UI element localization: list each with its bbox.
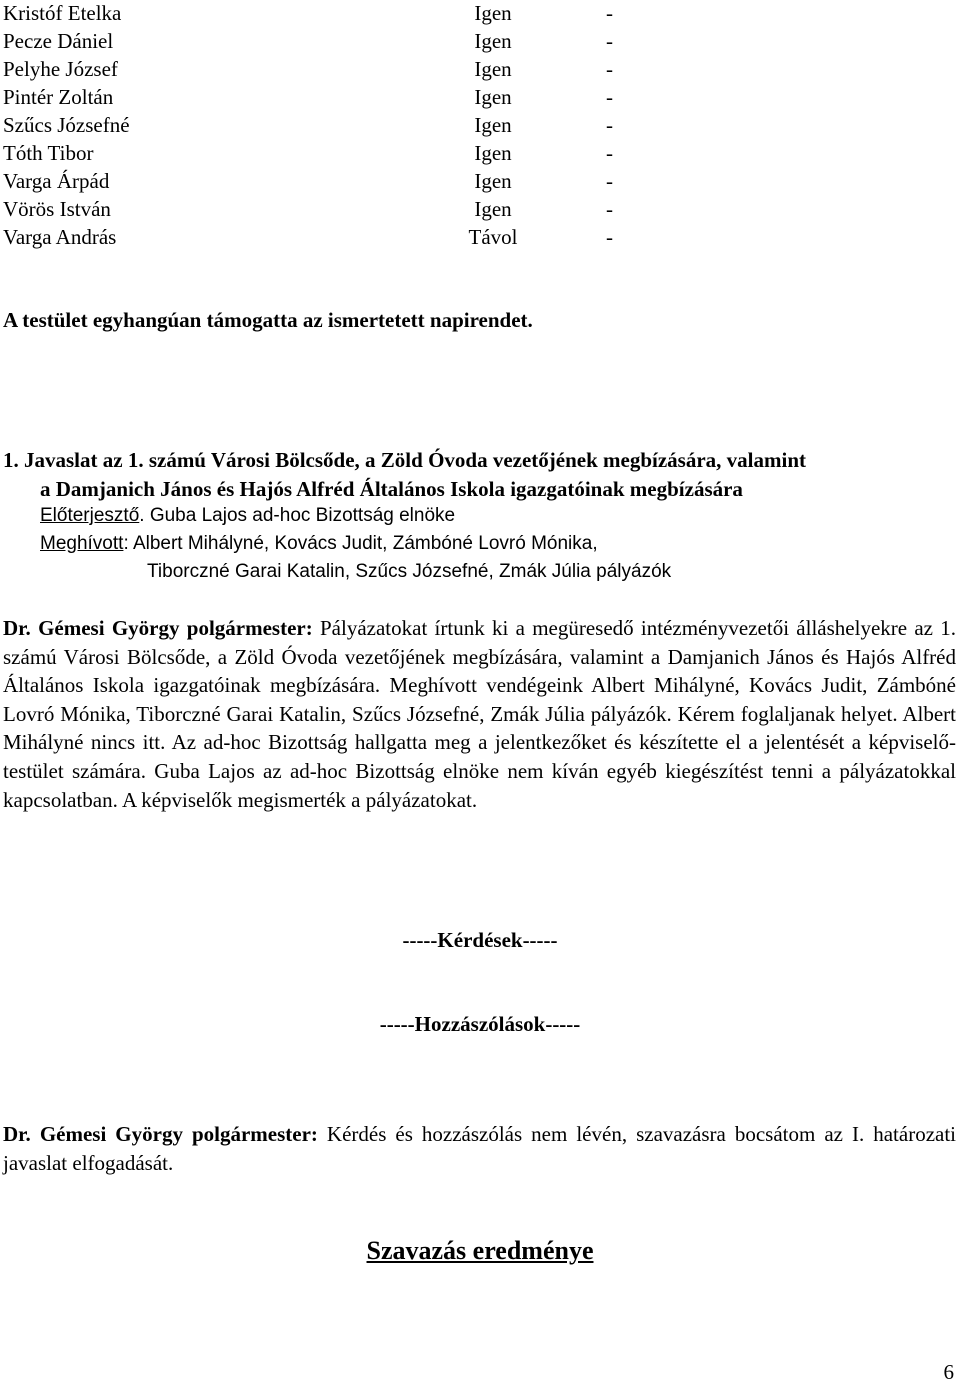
member-name: Pintér Zoltán [3, 85, 114, 109]
member-name: Tóth Tibor [3, 141, 94, 165]
vote-dash: - [606, 169, 613, 193]
member-name: Pecze Dániel [3, 29, 114, 53]
speaker-name: Dr. Gémesi György polgármester: [3, 616, 313, 640]
vote-answer: Igen [474, 169, 512, 193]
vote-row [3, 168, 643, 196]
vote-dash: - [606, 1, 613, 25]
speaker-text: Pályázatokat írtunk ki a megüresedő intézményvezetői álláshelyekre az 1. számú Városi Bölcsőde, a Zöld Óvoda vezetőjének megbízására, valamint a Damjanich János és Hajós Alfréd Általános Iskola igazgatóinak megbízására. Meghívott vendégeink Albert Mihályné, Kovács Judit, Zámbóné Lovró Mónika, Tiborczné Garai Katalin, Szűcs Józsefné, Zmák Júlia pályázók. Kérem foglaljanak helyet. Albert Mihályné nincs itt. Az ad-hoc Bizottság hallgatta meg a jelentkezőket és készítette el a jelentését a képviselő-testület számára. Guba Lajos az ad-hoc Bizottság elnöke nem kíván egyéb kiegészítést tenni a pályázatokkal kapcsolatban. A képviselők megismerték a pályázatokat. [3, 616, 957, 812]
member-name: Varga Árpád [3, 169, 110, 193]
vote-dash: - [606, 141, 613, 165]
presenter-label: Előterjesztő [40, 505, 140, 526]
invited-line-2: Tiborczné Garai Katalin, Szűcs Józsefné, Zmák Júlia pályázók [147, 561, 672, 582]
speaker-text: Kérdés és hozzászólás nem lévén, szavazásra bocsátom az I. határozati javaslat elfogadását. [3, 1122, 957, 1175]
vote-row [3, 112, 643, 140]
agenda-title-line1: 1. Javaslat az 1. számú Városi Bölcsőde, a Zöld Óvoda vezetőjének megbízására, valamint [3, 448, 807, 472]
member-name: Varga András [3, 225, 117, 249]
questions-heading: -----Kérdések----- [402, 928, 558, 952]
vote-row [3, 224, 643, 252]
vote-dash: - [606, 113, 613, 137]
vote-row [3, 56, 643, 84]
vote-table [3, 0, 643, 252]
member-name: Kristóf Etelka [3, 1, 122, 25]
speaker-paragraph-2 [3, 1120, 956, 1177]
vote-dash: - [606, 225, 613, 249]
vote-answer: Igen [474, 29, 512, 53]
vote-row [3, 140, 643, 168]
vote-dash: - [606, 29, 613, 53]
vote-answer: Távol [468, 225, 518, 249]
invited-label: Meghívott [40, 533, 124, 554]
invited-line [40, 533, 598, 555]
vote-row [3, 196, 643, 224]
vote-answer: Igen [474, 197, 512, 221]
presenter-value: . Guba Lajos ad-hoc Bizottság elnöke [139, 505, 456, 526]
comments-heading: -----Hozzászólások----- [379, 1012, 581, 1036]
vote-answer: Igen [474, 113, 512, 137]
member-name: Pelyhe József [3, 57, 118, 81]
member-name: Szűcs Józsefné [3, 113, 130, 137]
vote-row [3, 84, 643, 112]
vote-answer: Igen [474, 1, 512, 25]
member-name: Vörös István [3, 197, 111, 221]
vote-dash: - [606, 85, 613, 109]
presenter-line [40, 505, 455, 527]
page-number: 6 [943, 1360, 954, 1384]
vote-result-title: Szavazás eredménye [366, 1236, 594, 1265]
vote-answer: Igen [474, 57, 512, 81]
support-line: A testület egyhangúan támogatta az ismertetett napirendet. [3, 308, 533, 332]
vote-row [3, 0, 643, 28]
agenda-title-line2: a Damjanich János és Hajós Alfréd Általános Iskola igazgatóinak megbízására [40, 477, 743, 501]
vote-answer: Igen [474, 85, 512, 109]
vote-result-heading [0, 1236, 960, 1266]
invited-value: : Albert Mihályné, Kovács Judit, Zámbóné Lovró Mónika, [123, 533, 598, 554]
vote-answer: Igen [474, 141, 512, 165]
vote-row [3, 28, 643, 56]
vote-dash: - [606, 57, 613, 81]
speaker-name: Dr. Gémesi György polgármester: [3, 1122, 318, 1146]
vote-dash: - [606, 197, 613, 221]
speaker-paragraph-1 [3, 614, 956, 814]
